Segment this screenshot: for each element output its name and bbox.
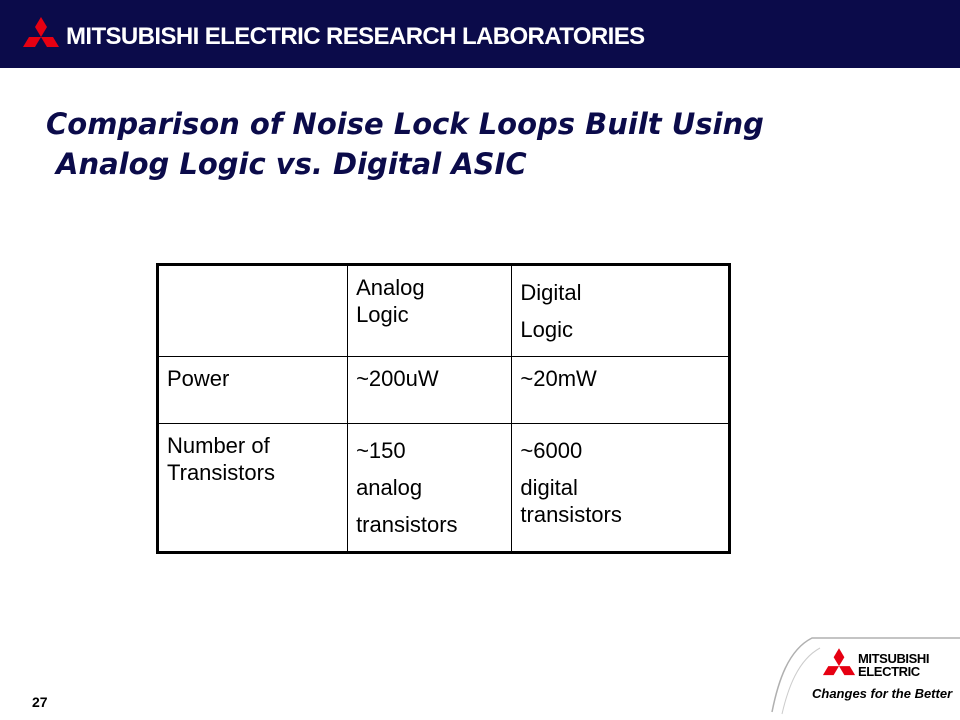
table-cell-line: ~20mW — [520, 366, 597, 391]
table-cell-line: analog — [356, 475, 423, 500]
table-cell-line: ~150 — [356, 438, 406, 463]
table-cell-line: Logic — [356, 302, 409, 327]
table-cell-analog — [348, 424, 512, 553]
slide-title-line-1: Comparison of Noise Lock Loops Built Using — [46, 107, 764, 141]
comparison-table — [156, 263, 731, 554]
footer-brand-name — [858, 652, 929, 678]
organization-name: MITSUBISHI ELECTRIC RESEARCH LABORATORIES — [66, 23, 645, 50]
table-header-digital — [512, 265, 730, 357]
table-cell-line: Power — [167, 366, 230, 391]
header-bar — [0, 0, 960, 68]
footer-logo — [770, 632, 960, 720]
mitsubishi-logo-icon — [22, 17, 60, 51]
table-cell-digital — [512, 424, 730, 553]
table-cell-line: Analog — [356, 275, 425, 300]
table-cell-analog — [348, 357, 512, 424]
table-cell-line: ~200uW — [356, 366, 439, 391]
footer-brand-line-1: MITSUBISHI — [858, 651, 930, 666]
footer-slogan: Changes for the Better — [812, 686, 953, 701]
mitsubishi-diamonds-icon — [822, 647, 856, 680]
table-cell-line: Transistors — [167, 460, 275, 485]
table-header-row — [158, 265, 730, 357]
slide-title — [46, 104, 926, 184]
table-cell-line: digital — [520, 475, 578, 500]
table-cell-line: Digital — [520, 280, 582, 305]
table-header-analog — [348, 265, 512, 357]
table-cell-line: Number of — [167, 433, 270, 458]
table-cell-line: Logic — [520, 317, 573, 342]
table-row-power — [158, 357, 730, 424]
table-row-label — [158, 424, 348, 553]
table-row-label — [158, 357, 348, 424]
slide-title-line-2: Analog Logic vs. Digital ASIC — [56, 147, 527, 181]
footer-brand-line-2: ELECTRIC — [858, 664, 920, 679]
table-cell-line: transistors — [356, 512, 458, 537]
table-cell-line: transistors — [520, 502, 622, 527]
table-header-empty-cell — [158, 265, 348, 357]
table-cell-digital — [512, 357, 730, 424]
page-number: 27 — [32, 694, 48, 710]
table-cell-line: ~6000 — [520, 438, 583, 463]
table-row-transistors — [158, 424, 730, 553]
